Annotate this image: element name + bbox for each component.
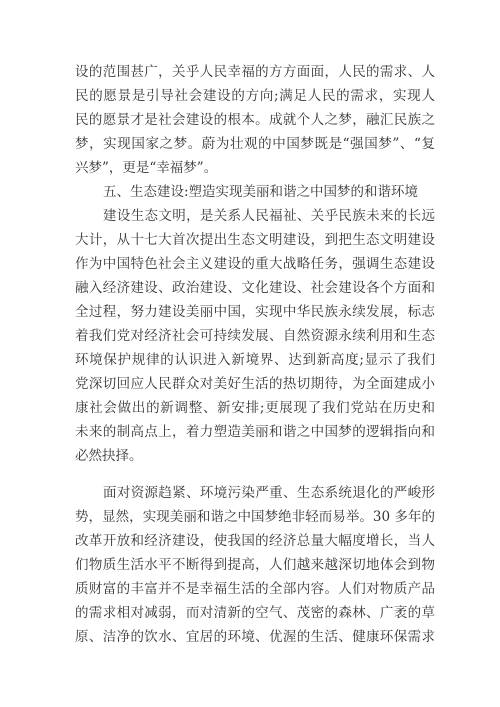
text-line: 康社会做出的新调整、新安排;更展现了我们党站在历史和 (75, 400, 435, 416)
text-line: 作为中国特色社会主义建设的重大战略任务，强调生态建设 (75, 256, 435, 272)
text-line: 民的愿景才是社会建设的根本。成就个人之梦，融汇民族之 (75, 112, 435, 128)
text-line: 着我们党对经济社会可持续发展、自然资源永续利用和生态 (75, 328, 435, 344)
text-line: 融入经济建设、政治建设、文化建设、社会建设各个方面和 (75, 280, 435, 296)
text-line: 的需求相对减弱，而对清新的空气、茂密的森林、广袤的草 (75, 605, 435, 621)
document-body (75, 60, 435, 649)
text-line: 未来的制高点上，着力塑造美丽和谐之中国梦的逻辑指向和 (75, 424, 435, 440)
text-line: 建设生态文明，是关系人民福祉、关乎民族未来的长远 (103, 208, 435, 224)
text-line: 改革开放和经济建设，使我国的经济总量大幅度增长，当人 (75, 533, 435, 549)
text-line: 全过程，努力建设美丽中国，实现中华民族永续发展，标志 (75, 304, 435, 320)
text-line: 必然抉择。 (75, 448, 143, 464)
text-line: 党深切回应人民群众对美好生活的热切期待，为全面建成小 (75, 376, 435, 392)
text-line: 民的愿景是引导社会建设的方向;满足人民的需求，实现人 (75, 88, 435, 104)
text-line: 面对资源趋紧、环境污染严重、生态系统退化的严峻形 (103, 485, 435, 501)
text-line: 设的范围甚广，关乎人民幸福的方方面面，人民的需求、人 (75, 64, 435, 80)
text-line: 原、洁净的饮水、宜居的环境、优渥的生活、健康环保需求 (75, 629, 435, 645)
text-line: 势，显然，实现美丽和谐之中国梦绝非轻而易举。30 多年的 (75, 509, 435, 525)
text-line: 环境保护规律的认识进入新境界、达到新高度;显示了我们 (75, 352, 435, 368)
text-line: 们物质生活水平不断得到提高，人们越来越深切地体会到物 (75, 557, 435, 573)
text-line: 质财富的丰富并不是幸福生活的全部内容。人们对物质产品 (75, 581, 435, 597)
text-line: 兴梦”，更是“幸福梦”。 (75, 160, 218, 176)
text-line: 梦，实现国家之梦。蔚为壮观的中国梦既是“强国梦”、“复 (75, 136, 435, 152)
section-heading: 五、生态建设:塑造实现美丽和谐之中国梦的和谐环境 (103, 184, 419, 200)
text-line: 大计，从十七大首次提出生态文明建设，到把生态文明建设 (75, 232, 435, 248)
